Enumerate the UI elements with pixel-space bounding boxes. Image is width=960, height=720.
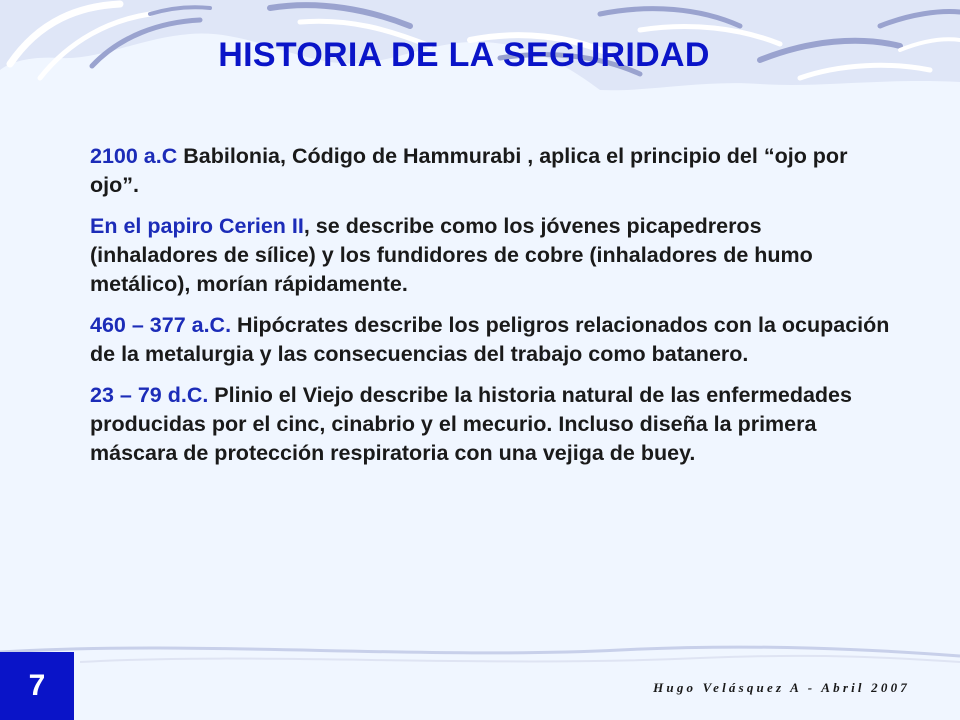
paragraph-lead: 2100 a.C: [90, 144, 178, 168]
paragraph-hammurabi: [90, 142, 890, 200]
paragraph-plinio: [90, 381, 890, 468]
paragraph-lead: 23 – 79 d.C.: [90, 383, 209, 407]
paragraph-lead: 460 – 377 a.C.: [90, 313, 232, 337]
paragraph-text: Hipócrates describe los peligros relacionados con la ocupación de la metalurgia y las consecuencias del trabajo como batanero.: [90, 313, 890, 366]
content-body: [90, 142, 890, 480]
paragraph-text: , se describe como los jóvenes picapedreros (inhaladores de sílice) y los fundidores de cobre (inhaladores de humo metálico), morían rápidamente.: [90, 214, 813, 296]
paragraph-hipocrates: [90, 311, 890, 369]
paragraph-text: Babilonia, Código de Hammurabi , aplica el principio del “ojo por ojo”.: [90, 144, 848, 197]
footer-credit: Hugo Velásquez A - Abril 2007: [653, 680, 910, 695]
page-number: 7: [0, 652, 74, 720]
paragraph-papiro: [90, 212, 890, 299]
paragraph-text: Plinio el Viejo describe la historia natural de las enfermedades producidas por el cinc, cinabrio y el mecurio. Incluso diseña la primera máscara de protección respiratoria con una vejiga de buey.: [90, 383, 852, 465]
slide-title: HISTORIA DE LA SEGURIDAD: [218, 36, 710, 74]
paragraph-lead: En el papiro Cerien II: [90, 214, 304, 238]
bottom-band: [0, 647, 960, 662]
